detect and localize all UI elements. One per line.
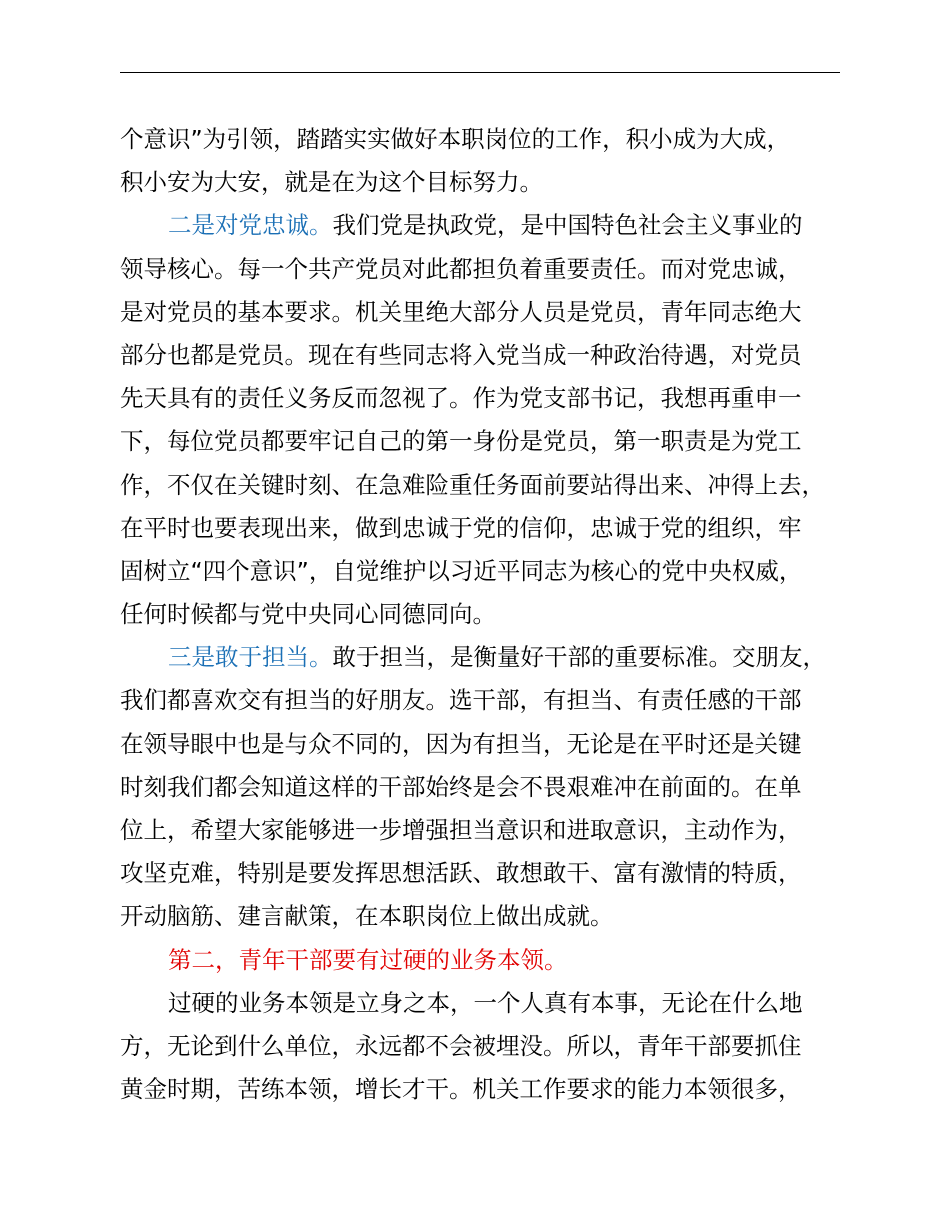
section-heading-responsibility: 三是敢于担当。 [168,643,333,672]
text-line: 我们都喜欢交有担当的好朋友。选干部，有担当、有责任感的干部 [120,686,802,715]
text-line: 下，每位党员都要牢记自己的第一身份是党员，第一职责是为党工 [120,427,802,456]
text-line: 领导核心。每一个共产党员对此都担负着重要责任。而对党忠诚， [120,254,802,283]
text-line: 任何时候都与党中央同心同德同向。 [120,600,496,629]
header-rule [120,72,840,73]
paragraph-line: 过硬的业务本领是立身之本，一个人真有本事，无论在什么地 [168,988,803,1017]
text-segment: 我们党是执政党，是中国特色社会主义事业的 [332,211,803,240]
text-line: 积小安为大安，就是在为这个目标努力。 [120,168,543,197]
section-heading-skills: 第二，青年干部要有过硬的业务本领。 [168,945,568,974]
text-line: 位上，希望大家能够进一步增强担当意识和进取意识，主动作为， [120,816,802,844]
text-line: 攻坚克难，特别是要发挥思想活跃、敢想敢干、富有激情的特质， [120,859,802,888]
text-line: 开动脑筋、建言献策，在本职岗位上做出成就。 [120,902,614,931]
text-line: 时刻我们都会知道这样的干部始终是会不畏艰难冲在前面的。在单 [120,772,802,801]
text-line: 个意识”为引领，踏踏实实做好本职岗位的工作，积小成为大成， [120,125,791,153]
text-line: 方，无论到什么单位，永远都不会被埋没。所以，青年干部要抓住 [120,1031,802,1060]
text-line: 先天具有的责任义务反而忽视了。作为党支部书记，我想再重申一 [120,384,802,413]
text-line: 是对党员的基本要求。机关里绝大部分人员是党员，青年同志绝大 [120,297,802,326]
paragraph-line [120,939,850,982]
text-line: 固树立“四个意识”，自觉维护以习近平同志为核心的党中央权威， [120,556,803,585]
text-segment: 敢于担当，是衡量好干部的重要标准。交朋友， [332,643,826,672]
body-text [120,118,850,1111]
text-line: 在领导眼中也是与众不同的，因为有担当，无论是在平时还是关键 [120,729,802,758]
text-line: 作，不仅在关键时刻、在急难险重任务面前要站得出来、冲得上去， [120,470,825,499]
text-line: 在平时也要表现出来，做到忠诚于党的信仰，忠诚于党的组织，牢 [120,513,802,542]
text-line: 部分也都是党员。现在有些同志将入党当成一种政治待遇，对党员 [120,340,802,369]
text-line: 黄金时期，苦练本领，增长才干。机关工作要求的能力本领很多， [120,1075,802,1104]
section-heading-loyalty: 二是对党忠诚。 [168,211,333,240]
paragraph-line [120,204,850,247]
paragraph-line [120,636,850,679]
